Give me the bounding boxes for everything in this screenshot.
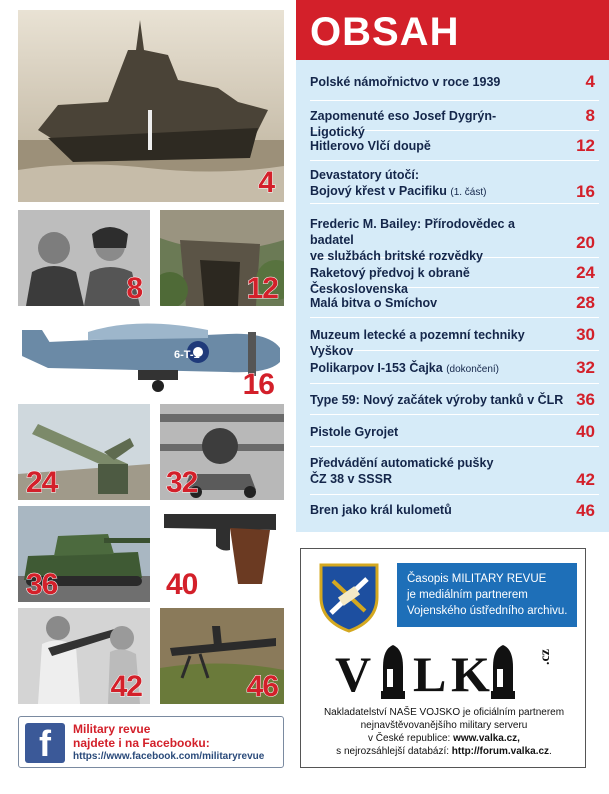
toc-item[interactable]	[310, 258, 599, 296]
page-badge-46: 46	[246, 670, 278, 703]
toc-item-title: Polské námořnictvo v roce 1939	[310, 75, 501, 89]
bullet-icon	[491, 645, 515, 699]
facebook-box[interactable]	[18, 716, 284, 768]
partner-footer-line1: Nakladatelství NAŠE VOJSKO je oficiálním partnerem	[323, 707, 565, 718]
toc-item-page: 36	[576, 390, 595, 409]
toc-item-page: 42	[576, 470, 595, 489]
toc-item-page: 8	[585, 106, 595, 125]
plane-marking: 6-T-1	[174, 349, 200, 361]
toc-item[interactable]	[310, 415, 599, 447]
partner-notice-line3: Vojenského ústředního archivu.	[407, 605, 568, 617]
photo-ship	[18, 10, 284, 202]
toc-item-title: Malá bitva o Smíchov	[310, 296, 438, 310]
toc-item-line2: Bojový křest v Pacifiku	[310, 184, 447, 198]
toc-item-page: 28	[576, 293, 595, 312]
toc-item-title	[310, 167, 545, 201]
photo-pilot-couple	[18, 210, 150, 306]
toc-item[interactable]	[310, 288, 599, 318]
toc-item[interactable]	[310, 384, 599, 415]
toc-item-page: 4	[585, 72, 595, 91]
photo-polikarpov	[160, 404, 284, 500]
toc-item-title	[310, 216, 560, 264]
toc-item-page: 16	[576, 182, 595, 201]
partner-footer-text: .	[549, 746, 552, 757]
bullet-icon	[381, 645, 405, 699]
toc-item-title: Zapomenuté eso Josef Dygrýn-Ligotický	[310, 109, 497, 139]
page-badge-8: 8	[126, 272, 142, 305]
toc-item[interactable]	[310, 64, 599, 101]
toc-item-page: 20	[576, 233, 595, 252]
partner-notice	[397, 563, 577, 627]
toc-item-line1: Frederic M. Bailey: Přírodovědec a badatel	[310, 217, 515, 247]
forum-url[interactable]: http://forum.valka.cz	[451, 746, 550, 757]
toc-item-page: 46	[576, 501, 595, 520]
partner-notice-line1: Časopis MILITARY REVUE	[407, 573, 547, 585]
toc-item-title	[310, 360, 545, 378]
toc-item-line2: ČZ 38 v SSSR	[310, 472, 392, 486]
photo-bren-gun	[160, 608, 284, 704]
toc-item-sub: (1. část)	[450, 187, 487, 198]
table-of-contents	[296, 0, 609, 532]
photo-rocket	[18, 404, 150, 500]
partner-footer-line2: nejnavštěvovanějšího military serveru	[360, 720, 528, 731]
toc-item[interactable]	[310, 318, 599, 358]
partner-footer	[305, 706, 583, 758]
toc-title: OBSAH	[310, 10, 460, 54]
toc-item-text: Polikarpov I-153 Čajka	[310, 361, 443, 375]
facebook-url[interactable]: https://www.facebook.com/militaryrevue	[73, 751, 265, 762]
page-badge-4: 4	[258, 166, 274, 199]
page-badge-24: 24	[26, 466, 58, 499]
toc-item-title: Type 59: Nový začátek výroby tanků v ČLR	[310, 393, 564, 407]
toc-item-title	[310, 455, 545, 487]
toc-item-page: 30	[576, 325, 595, 344]
toc-item[interactable]	[310, 447, 599, 495]
page-badge-16: 16	[242, 368, 274, 396]
toc-item[interactable]	[310, 495, 599, 527]
valka-logo[interactable]	[335, 641, 555, 703]
toc-item-page: 32	[576, 358, 595, 377]
partner-notice-line2: je mediálním partnerem	[407, 589, 528, 601]
photo-rifle-demo	[18, 608, 150, 704]
valka-letter-l: L	[413, 646, 447, 702]
toc-item-line1: Předvádění automatické pušky	[310, 456, 494, 470]
toc-item[interactable]	[310, 204, 599, 263]
toc-item-title: Hitlerovo Vlčí doupě	[310, 139, 431, 153]
facebook-subtitle: najdete i na Facebooku:	[73, 736, 210, 750]
toc-item[interactable]	[310, 161, 599, 204]
valka-letter-v: V	[335, 646, 372, 702]
valka-url[interactable]: www.valka.cz,	[453, 733, 520, 744]
photo-plane-devastator	[18, 312, 284, 396]
toc-item-title: Bren jako král kulometů	[310, 503, 452, 517]
toc-item-page: 24	[576, 263, 595, 282]
photo-gyrojet-pistol	[160, 506, 284, 602]
photo-bunker	[160, 210, 284, 306]
valka-letter-k: K	[451, 646, 490, 702]
toc-item[interactable]	[310, 101, 599, 139]
toc-item[interactable]	[310, 131, 599, 161]
partner-footer-text: s nejrozsáhlejší databází:	[336, 746, 452, 757]
toc-item-title: Raketový předvoj k obraně Československa	[310, 266, 470, 296]
facebook-icon: f	[25, 723, 65, 763]
page-badge-42: 42	[110, 670, 142, 703]
toc-item-line1: Devastatory útočí:	[310, 168, 420, 182]
archive-shield-icon	[317, 561, 381, 633]
toc-header	[296, 0, 609, 60]
toc-item-title: Pistole Gyrojet	[310, 425, 399, 439]
toc-item-line2: ve službách britské rozvědky	[310, 249, 483, 263]
page-badge-32: 32	[166, 466, 198, 499]
toc-item-page: 12	[576, 136, 595, 155]
toc-item-page: 40	[576, 422, 595, 441]
partner-footer-text: v České republice:	[368, 733, 454, 744]
toc-item[interactable]	[310, 351, 599, 384]
page-badge-12: 12	[246, 272, 278, 305]
facebook-title: Military revue	[73, 722, 151, 736]
valka-tld: .cz	[538, 649, 553, 665]
partner-box	[300, 548, 586, 768]
photo-tank	[18, 506, 150, 602]
page-badge-36: 36	[26, 568, 58, 601]
toc-item-sub: (dokončení)	[446, 364, 499, 375]
toc-item-title: Muzeum letecké a pozemní techniky Vyškov	[310, 328, 525, 358]
page-badge-40: 40	[166, 568, 198, 601]
